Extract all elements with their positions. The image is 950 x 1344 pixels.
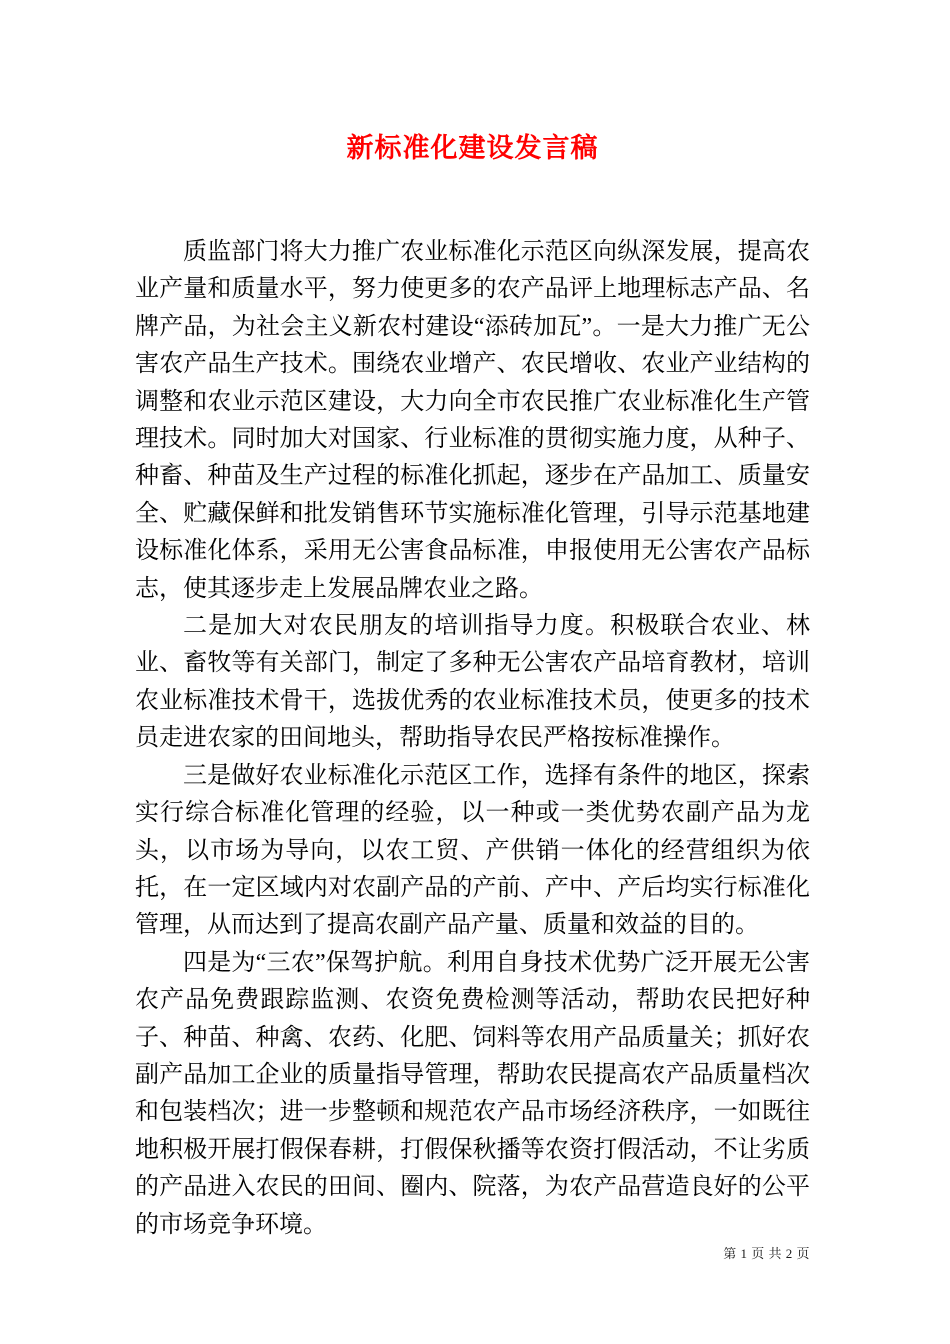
document-title: 新标准化建设发言稿 <box>346 133 599 163</box>
paragraph-3: 三是做好农业标准化示范区工作，选择有条件的地区，探索实行综合标准化管理的经验，以一种或一类优势农副产品为龙头，以市场为导向，以农工贸、产供销一体化的经营组织为依托，在一定区域内对农副产品的产前、产中、产后均实行标准化管理，从而达到了提高农副产品产量、质量和效益的目的。 <box>135 762 810 939</box>
paragraph-4: 四是为“三农”保驾护航。利用自身技术优势广泛开展无公害农产品免费跟踪监测、农资免费检测等活动，帮助农民把好种子、种苗、种禽、农药、化肥、饲料等农用产品质量关；抓好农副产品加工企业的质量指导管理，帮助农民提高农产品质量档次和包装档次；进一步整顿和规范农产品市场经济秩序，一如既往地积极开展打假保春耕，打假保秋播等农资打假活动，不让劣质的产品进入农民的田间、圈内、院落，为农产品营造良好的公平的市场竞争环境。 <box>135 949 810 1238</box>
paragraph-1: 质监部门将大力推广农业标准化示范区向纵深发展，提高农业产量和质量水平，努力使更多的农产品评上地理标志产品、名牌产品，为社会主义新农村建设“添砖加瓦”。一是大力推广无公害农产品生产技术。围绕农业增产、农民增收、农业产业结构的调整和农业示范区建设，大力向全市农民推广农业标准化生产管理技术。同时加大对国家、行业标准的贯彻实施力度，从种子、种畜、种苗及生产过程的标准化抓起，逐步在产品加工、质量安全、贮藏保鲜和批发销售环节实施标准化管理，引导示范基地建设标准化体系，采用无公害食品标准，申报使用无公害农产品标志，使其逐步走上发展品牌农业之路。 <box>135 239 810 602</box>
page-number: 第 1 页 共 2 页 <box>723 1246 810 1261</box>
paragraph-2: 二是加大对农民朋友的培训指导力度。积极联合农业、林业、畜牧等有关部门，制定了多种无公害农产品培育教材，培训农业标准技术骨干，选拔优秀的农业标准技术员，使更多的技术员走进农家的田间地头，帮助指导农民严格按标准操作。 <box>135 613 810 752</box>
document-body <box>135 234 810 1244</box>
